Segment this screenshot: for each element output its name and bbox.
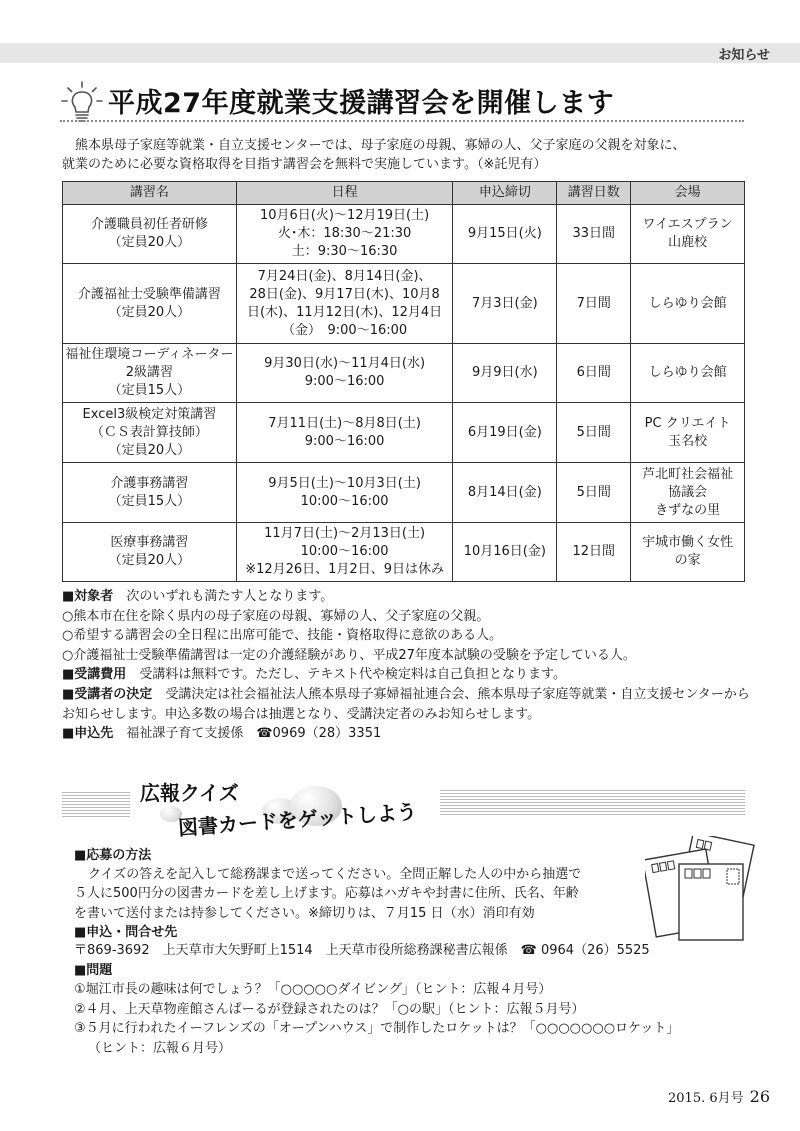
apply-label: ■申込先 xyxy=(62,726,114,742)
course-name-cell: 医療事務講習 （定員20人） xyxy=(63,523,237,582)
schedule-cell: 11月7日(土)～2月13日(土) 10:00～16:00 ※12月26日、1月2日、9日は休み xyxy=(236,523,453,582)
quiz-questions xyxy=(74,941,774,1058)
page-number: 26 xyxy=(749,1087,770,1106)
venue-cell: しらゆり会館 xyxy=(631,264,745,344)
deadline-cell: 8月14日(金) xyxy=(453,463,557,523)
table-row xyxy=(63,463,745,523)
deadline-cell: 10月16日(金) xyxy=(453,523,557,582)
target-label: ■対象者 xyxy=(62,589,114,604)
quiz-subheading: 図書カードをゲットしよう xyxy=(177,799,418,840)
course-table xyxy=(62,181,745,582)
course-name-cell: Excel3級検定対策講習 （ＣＳ表計算技師） （定員20人） xyxy=(63,403,237,463)
question-item: ②４月、上天草物産館さんぱーるが登録されたのは？「○の駅」（ヒント：広報５月号） xyxy=(74,1001,585,1017)
questions-label: ■問題 xyxy=(74,962,113,978)
fee-text: 受講料は無料です。ただし、テキスト代や検定料は自己負担となります。 xyxy=(139,667,566,683)
question-item: ③５月に行われたイーフレンズの「オープンハウス」で制作したロケットは？「○○○○○○○ロケット」 xyxy=(74,1021,680,1036)
intro-line: 熊本県母子家庭等就業・自立支援センターでは、母子家庭の母親、寡婦の人、父子家庭の父親を対象に、 xyxy=(75,138,686,153)
schedule-cell: 9月5日(土)～10月3日(土) 10:00～16:00 xyxy=(236,463,453,523)
deadline-cell: 6月19日(金) xyxy=(453,403,557,463)
course-name-cell: 介護福祉士受験準備講習 （定員20人） xyxy=(63,264,237,344)
course-name-cell: 介護職員初任者研修 （定員20人） xyxy=(63,205,237,264)
table-header-row xyxy=(63,182,745,205)
deadline-cell: 7月3日(金) xyxy=(453,264,557,344)
title-divider xyxy=(60,120,744,122)
table-row xyxy=(63,205,745,264)
deadline-cell: 9月9日(水) xyxy=(453,344,557,403)
deadline-cell: 9月15日(火) xyxy=(453,205,557,264)
column-header-venue: 会場 xyxy=(631,182,745,205)
target-item: ○希望する講習会の全日程に出席可能で、技能・資格取得に意欲のある人。 xyxy=(62,628,503,644)
article-title: 平成27年度就業支援講習会を開催します xyxy=(108,88,615,119)
target-item: ○介護福祉士受験準備講習は一定の介護経験があり、平成27年度本試験の受験を予定している人。 xyxy=(62,647,636,663)
howto-line: ５人に500円分の図書カードを差し上げます。応募はハガキや封書に住所、氏名、年齢 xyxy=(74,886,579,902)
decision-label: ■受講者の決定 xyxy=(62,686,153,702)
fee-line xyxy=(62,665,752,685)
target-item: ○熊本市在住を除く県内の母子家庭の母親、寡婦の人、父子家庭の父親。 xyxy=(62,608,490,624)
column-header-days: 講習日数 xyxy=(557,182,631,205)
days-cell: 7日間 xyxy=(557,264,631,344)
days-cell: 5日間 xyxy=(557,403,631,463)
column-header-name: 講習名 xyxy=(63,182,237,205)
section-header-bar xyxy=(0,43,800,63)
apply-phone: ☎0969（28）3351 xyxy=(256,726,382,742)
article-intro xyxy=(62,136,746,174)
question-item: ①堀江市長の趣味は何でしょう？「○○○○○ダイビング」（ヒント：広報４月号） xyxy=(74,982,552,997)
howto-line: クイズの答えを記入して総務課まで送ってください。全問正解した人の中から抽選で xyxy=(88,867,582,883)
table-row xyxy=(63,403,745,463)
table-row xyxy=(63,264,745,344)
page-footer xyxy=(668,1087,770,1106)
banner-stripes-left xyxy=(62,792,130,818)
quiz-heading: 広報クイズ xyxy=(140,781,239,805)
howto-label: ■応募の方法 xyxy=(74,848,152,863)
howto-line: を書いて送付または持参してください。※締切りは、７月15 日（水）消印有効 xyxy=(74,905,535,921)
apply-line xyxy=(62,724,752,744)
venue-cell: 宇城市働く女性 の家 xyxy=(631,523,745,582)
fee-label: ■受講費用 xyxy=(62,667,127,683)
quiz-howto xyxy=(74,846,674,942)
target-text: 次のいずれも満たす人となります。 xyxy=(126,589,334,604)
schedule-cell: 7月11日(土)～8月8日(土) 9:00～16:00 xyxy=(236,403,453,463)
contact-label: ■申込・問合せ先 xyxy=(74,924,178,940)
course-name-cell: 介護事務講習 （定員15人） xyxy=(63,463,237,523)
postcard-icon xyxy=(645,836,755,946)
schedule-cell: 9月30日(水)～11月4日(水) 9:00～16:00 xyxy=(236,344,453,403)
table-row xyxy=(63,523,745,582)
section-label: お知らせ xyxy=(718,48,770,63)
intro-line: 就業のために必要な資格取得を目指す講習会を無料で実施しています。（※託児有） xyxy=(62,157,547,172)
lightbulb-icon xyxy=(60,80,104,124)
apply-text: 福祉課子育て支援係 xyxy=(126,726,244,742)
table-row xyxy=(63,344,745,403)
course-name-cell: 福祉住環境コーディネーター 2級講習 （定員15人） xyxy=(63,344,237,403)
contact-text: 〒869-3692 上天草市大矢野町上1514 上天草市役所総務課秘書広報係 ☎ 0964（26）5525 xyxy=(74,943,650,958)
venue-cell: しらゆり会館 xyxy=(631,344,745,403)
days-cell: 5日間 xyxy=(557,463,631,523)
banner-stripes-right xyxy=(440,790,745,816)
days-cell: 12日間 xyxy=(557,523,631,582)
column-header-deadline: 申込締切 xyxy=(453,182,557,205)
decision-line xyxy=(62,685,752,724)
venue-cell: 芦北町社会福祉 協議会 きずなの里 xyxy=(631,463,745,523)
question-hint: （ヒント：広報６月号） xyxy=(88,1040,232,1056)
schedule-cell: 10月6日(火)～12月19日(土) 火･木：18:30～21:30 土：9:30～16:30 xyxy=(236,205,453,264)
days-cell: 6日間 xyxy=(557,344,631,403)
column-header-schedule: 日程 xyxy=(236,182,453,205)
days-cell: 33日間 xyxy=(557,205,631,264)
decision-text: 受講決定は社会福祉法人熊本県母子寡婦福祉連合会、熊本県母子家庭等就業・自立支援センターからお知らせします。申込多数の場合は抽選となり、受講決定者のみお知らせします。 xyxy=(62,686,750,722)
target-line xyxy=(62,587,752,607)
issue-label: 2015. 6月号 xyxy=(668,1091,744,1106)
conditions-section xyxy=(62,587,752,744)
venue-cell: PC クリエイト 玉名校 xyxy=(631,403,745,463)
schedule-cell: 7月24日(金)、8月14日(金)、 28日(金)、9月17日(木)、10月8 日(木)、11月12日(木)、12月4日 （金） 9:00～16:00 xyxy=(236,264,453,344)
venue-cell: ワイエスプラン 山鹿校 xyxy=(631,205,745,264)
